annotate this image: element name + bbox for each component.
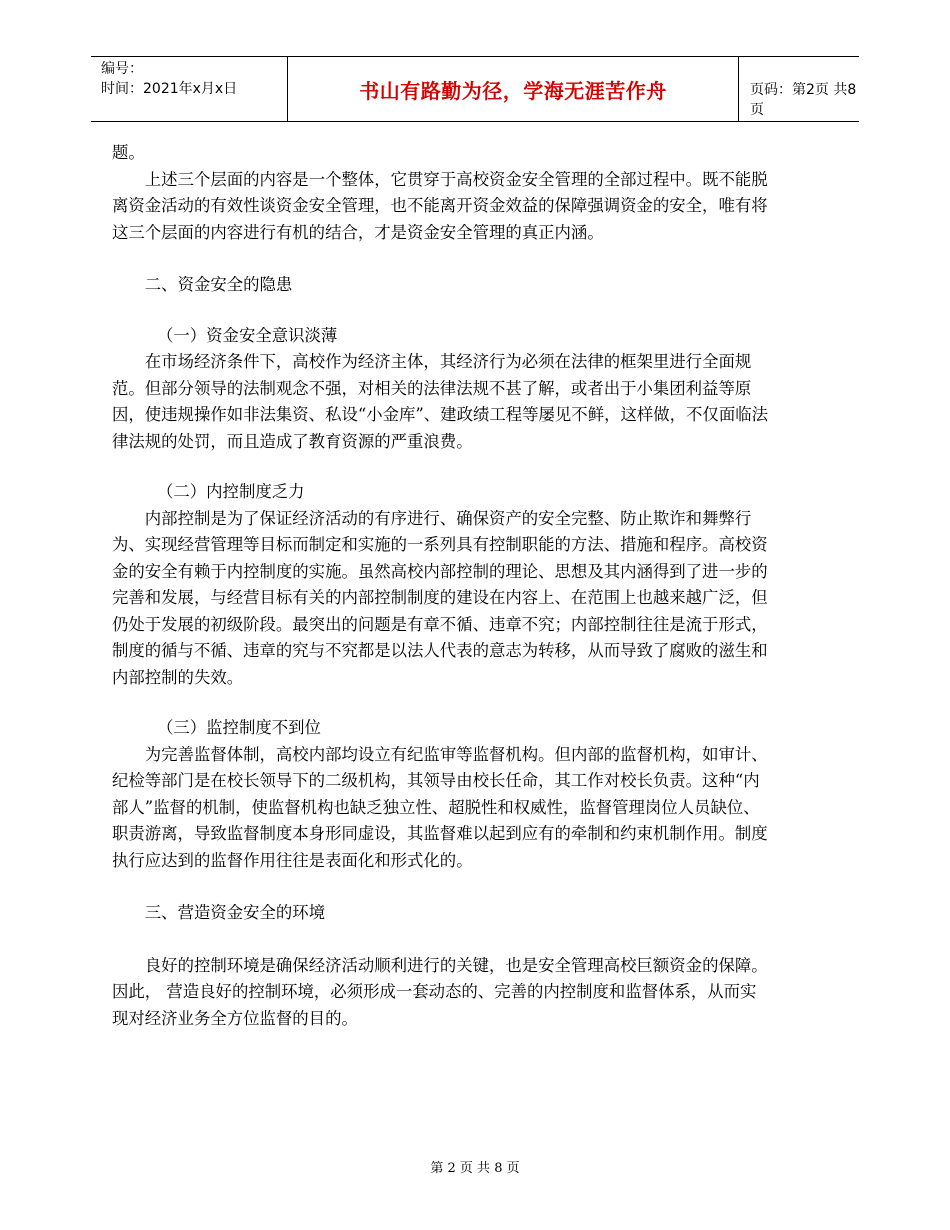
document-time-label: 时间：2021年x月x日 — [101, 81, 238, 97]
subsection-heading-2-3: （三）监控制度不到位 — [157, 718, 321, 737]
header-motto-cell — [287, 57, 739, 121]
header-left — [101, 59, 237, 99]
section-heading-2: 二、资金安全的隐患 — [144, 275, 293, 294]
subsection-heading-2-1: （一）资金安全意识淡薄 — [157, 325, 338, 345]
paragraph: 为完善监督体制，高校内部均设立有纪监审等监督机构。但内部的监督机构，如审计、纪检等部门是在校长领导下的二级机构，其领导由校长任命，其工作对校长负责。这种“内部人”监督的机制，使监督机构也缺乏独立性、超脱性和权威性，监督管理岗位人员缺位、职责游离，导致监督制度本身形同虚设，其监督难以起到应有的牵制和约束机制作用。制度执行应达到的监督作用往往是表面化和形式化的。 — [112, 744, 768, 870]
document-number-label: 编号： — [101, 61, 143, 77]
document-body — [112, 140, 772, 1032]
page-header — [91, 56, 859, 122]
header-page-info: 页码：第2页 共8页 — [750, 82, 857, 118]
paragraph: 在市场经济条件下，高校作为经济主体，其经济行为必须在法律的框架里进行全面规范。但部分领导的法制观念不强，对相关的法律法规不甚了解，或者出于小集团利益等原因，使违规操作如非法集资、私设“小金库”、建政绩工程等屡见不鲜，这样做，不仅面临法律法规的处罚，而且造成了教育资源的严重浪费。 — [112, 352, 768, 451]
header-motto: 书山有路勤为径，学海无涯苦作舟 — [359, 78, 667, 103]
paragraph: 良好的控制环境是确保经济活动顺利进行的关键，也是安全管理高校巨额资金的保障。因此， 营造良好的控制环境，必须形成一套动态的、完善的内控制度和监督体系，从而实现对经济业务全方位监督的目的。 — [112, 955, 768, 1028]
subsection-heading-2-2: （二）内控制度乏力 — [157, 482, 305, 501]
section-heading-3: 三、营造资金安全的环境 — [144, 903, 326, 922]
paragraph: 内部控制是为了保证经济活动的有序进行、确保资产的安全完整、防止欺诈和舞弊行为、实现经营管理等目标而制定和实施的一系列具有控制职能的方法、措施和程序。高校资金的安全有赖于内控制度的实施。虽然高校内部控制的理论、思想及其内涵得到了进一步的完善和发展，与经营目标有关的内部控制制度的建设在内容上、在范围上也越来越广泛，但仍处于发展的初级阶段。最突出的问题是有章不循、违章不究；内部控制往往是流于形式，制度的循与不循、违章的究与不究都是以法人代表的意志为转移，从而导致了腐败的滋生和内部控制的失效。 — [112, 508, 768, 687]
paragraph-continuation: 题。 — [112, 143, 145, 162]
page-footer: 第 2 页 共 8 页 — [430, 1161, 520, 1176]
paragraph: 上述三个层面的内容是一个整体，它贯穿于高校资金安全管理的全部过程中。既不能脱离资金活动的有效性谈资金安全管理，也不能离开资金效益的保障强调资金的安全，唯有将这三个层面的内容进行有机的结合，才是资金安全管理的真正内涵。 — [112, 169, 768, 242]
